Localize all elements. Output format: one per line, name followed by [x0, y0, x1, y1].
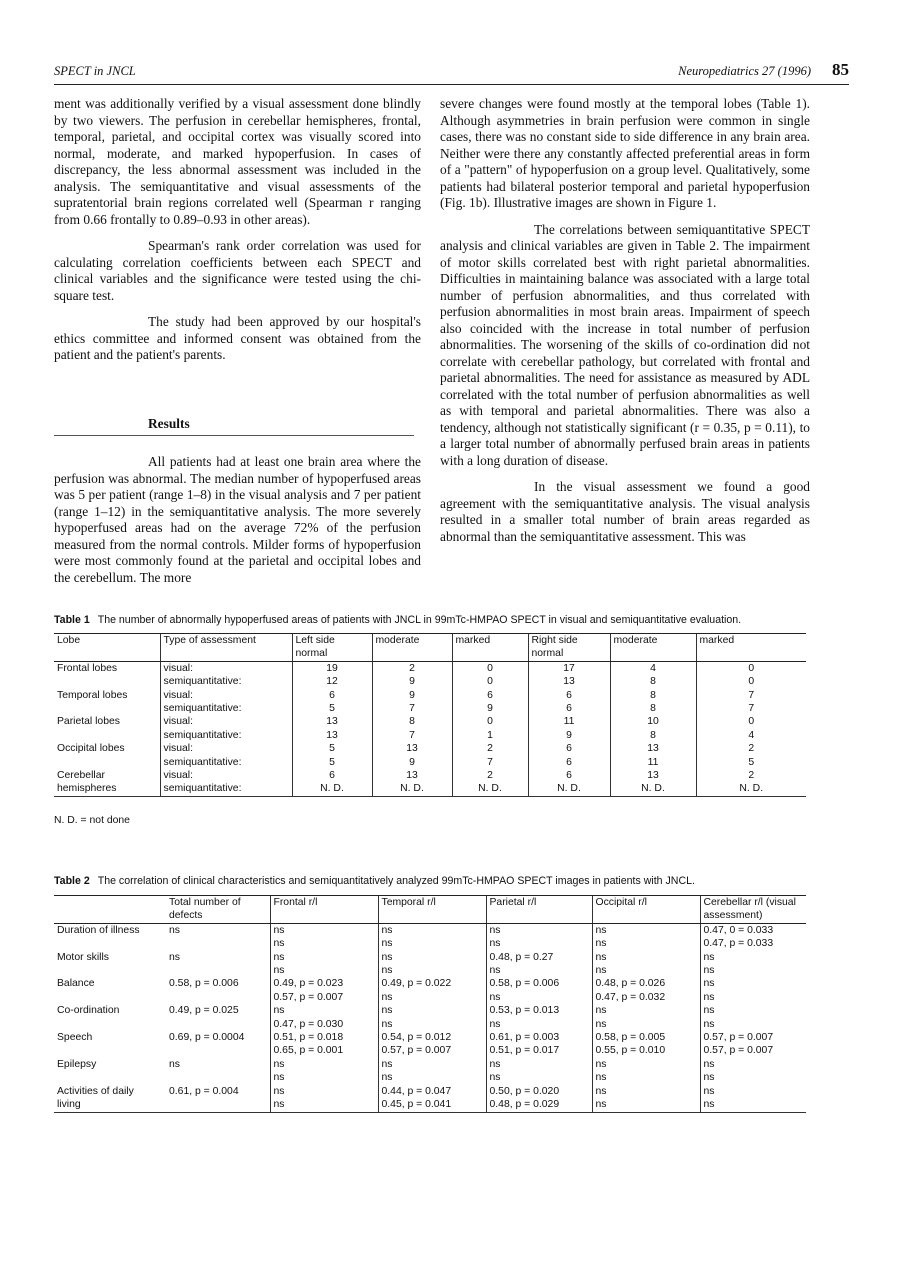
table2-cell: ns	[700, 1098, 806, 1112]
table1-cell: 8	[610, 675, 696, 688]
table2-row	[54, 1004, 806, 1017]
table1-cell: Cerebellar	[57, 770, 105, 782]
table2-cell: ns	[592, 1085, 700, 1098]
table1-cell: 0	[696, 661, 806, 675]
table1-cell: 2	[696, 769, 806, 782]
table2-cell	[166, 964, 270, 977]
table1-header-cell: Type of assessment	[160, 634, 292, 662]
table1-cell: 9	[372, 675, 452, 688]
table2-cell: ns	[700, 991, 806, 1004]
table1-cell: N. D.	[696, 782, 806, 796]
table2-cell: 0.44, p = 0.047	[378, 1085, 486, 1098]
table2-cell: ns	[486, 1058, 592, 1071]
table2-cell: 0.49, p = 0.022	[378, 977, 486, 990]
table2-cell: ns	[700, 1004, 806, 1017]
table1-cell: 6	[528, 769, 610, 782]
table2-row	[54, 923, 806, 937]
table1-cell: semiquantitative:	[160, 702, 292, 715]
table2-cell: ns	[592, 964, 700, 977]
table1-cell: 6	[528, 742, 610, 755]
table1-cell: 0	[696, 715, 806, 728]
table1-cell: 13	[372, 742, 452, 755]
table1-cell: 4	[610, 661, 696, 675]
table2-header-cell: Parietal r/l	[486, 896, 592, 924]
paragraph: severe changes were found mostly at the temporal lobes (Table 1). Although asymmetries in brain perfusion were common in single cases, there was no constant side to side difference in any brain area. Neither were there any constantly affected preferential areas in form of a "pattern" of hypoperfusion on a group level. Qualitatively, some patients had bilateral posterior temporal and parietal hypoperfusion (Fig. 1b). Illustrative images are shown in Figure 1.	[440, 96, 810, 210]
table2-cell: 0.51, p = 0.018	[270, 1031, 378, 1044]
table1-cell: 5	[292, 702, 372, 715]
table2-cell: ns	[592, 1058, 700, 1071]
table1-header-cell: marked	[452, 634, 528, 662]
table2-cell: 0.69, p = 0.0004	[169, 1032, 245, 1044]
table1-cell: 17	[528, 661, 610, 675]
table1-cell: Parietal lobes	[57, 716, 120, 728]
table2-cell: 0.57, p = 0.007	[700, 1044, 806, 1057]
table2-cell: ns	[486, 937, 592, 950]
table2-cell: 0.61, p = 0.003	[486, 1031, 592, 1044]
table2-cell: ns	[700, 977, 806, 990]
right-column	[440, 96, 810, 545]
table1-cell: 0	[452, 675, 528, 688]
table2-cell: 0.47, p = 0.032	[592, 991, 700, 1004]
table2-cell: ns	[270, 1058, 378, 1071]
table2-cell: ns	[169, 924, 180, 936]
table1-cell: hemispheres	[54, 782, 160, 796]
table2-cell: ns	[592, 1071, 700, 1084]
table2-cell: 0.48, p = 0.27	[486, 951, 592, 964]
table1-cell: 9	[372, 756, 452, 769]
table1-cell: 13	[528, 675, 610, 688]
table2-cell: ns	[592, 1004, 700, 1017]
table2-header-cell: Total number of defects	[166, 896, 270, 924]
table1-cell: semiquantitative:	[160, 782, 292, 796]
table1-cell: visual:	[160, 661, 292, 675]
table2-cell: ns	[270, 1004, 378, 1017]
table2-cell	[166, 1098, 270, 1112]
table2-cell: ns	[169, 1058, 180, 1070]
table1-cell: visual:	[160, 769, 292, 782]
table2-row	[54, 951, 806, 964]
table1-header-cell: moderate	[372, 634, 452, 662]
section-heading-results: Results	[54, 416, 414, 437]
table1-cell: visual:	[160, 742, 292, 755]
table2-header-cell: Temporal r/l	[378, 896, 486, 924]
table2-cell: ns	[270, 1085, 378, 1098]
table2-cell: Duration of illness	[57, 924, 140, 936]
table1-caption	[54, 614, 741, 626]
table1-cell: Occipital lobes	[57, 743, 125, 755]
table2-cell: 0.58, p = 0.005	[592, 1031, 700, 1044]
table2-cell: 0.58, p = 0.006	[169, 978, 239, 990]
table1-cell: semiquantitative:	[160, 729, 292, 742]
table2-cell: ns	[378, 937, 486, 950]
table1-cell: N. D.	[372, 782, 452, 796]
table2-cell: 0.54, p = 0.012	[378, 1031, 486, 1044]
table2-cell: living	[54, 1098, 166, 1112]
left-column	[54, 96, 421, 586]
table2-cell: ns	[486, 991, 592, 1004]
table1-cell: 8	[372, 715, 452, 728]
table2-cell: 0.50, p = 0.020	[486, 1085, 592, 1098]
table1-cell: Frontal lobes	[57, 662, 118, 674]
table1-row	[54, 675, 806, 688]
table2-row	[54, 1098, 806, 1112]
table1-header-cell: moderate	[610, 634, 696, 662]
table2-cell: ns	[270, 964, 378, 977]
table1-header-cell: Lobe	[54, 634, 160, 662]
table2-cell: ns	[378, 1071, 486, 1084]
table1-cell: N. D.	[528, 782, 610, 796]
table2-row	[54, 1044, 806, 1057]
table1-cell: 7	[696, 702, 806, 715]
table1-cell: semiquantitative:	[160, 675, 292, 688]
table1-cell: 6	[452, 689, 528, 702]
table2-cell: 0.49, p = 0.025	[169, 1005, 239, 1017]
table2-cell	[54, 964, 166, 977]
table2-cell: Balance	[57, 978, 95, 990]
table2-cell: ns	[592, 923, 700, 937]
table2-label: Table 2	[54, 875, 90, 887]
table2-header-cell: Cerebellar r/l (visual assessment)	[700, 896, 806, 924]
table1-cell: 2	[372, 661, 452, 675]
table1-cell: 13	[292, 729, 372, 742]
table1-cell: N. D.	[452, 782, 528, 796]
table2-cell: ns	[270, 951, 378, 964]
table1-cell: 9	[528, 729, 610, 742]
table1-cell: 6	[528, 689, 610, 702]
table2-cell: ns	[592, 1018, 700, 1031]
table2-cell	[54, 1044, 166, 1057]
table1-cell: 0	[452, 661, 528, 675]
table1-row	[54, 769, 806, 782]
table2-cell: 0.49, p = 0.023	[270, 977, 378, 990]
table2-caption	[54, 875, 695, 887]
table2-cell: 0.51, p = 0.017	[486, 1044, 592, 1057]
table1-cell: 0	[696, 675, 806, 688]
table1-cell: 13	[610, 742, 696, 755]
table2-cell: ns	[700, 964, 806, 977]
table2-cell	[166, 991, 270, 1004]
table2-cell: ns	[270, 1071, 378, 1084]
table2-cell: ns	[700, 1085, 806, 1098]
table1	[54, 633, 806, 797]
paragraph: In the visual assessment we found a good agreement with the semiquantitative analysis. The visual analysis resulted in a smaller total number of brain areas regarded as abnormal than the semiquantitative assessment. This was	[440, 479, 810, 544]
table1-cell: 13	[372, 769, 452, 782]
table1-cell: semiquantitative:	[160, 756, 292, 769]
journal-citation: Neuropediatrics 27 (1996)	[678, 64, 811, 78]
table1-cell: visual:	[160, 715, 292, 728]
table2-cell: 0.48, p = 0.029	[486, 1098, 592, 1112]
table2-cell: 0.58, p = 0.006	[486, 977, 592, 990]
table2-cell: Activities of daily	[57, 1085, 134, 1097]
table2-header-cell: Frontal r/l	[270, 896, 378, 924]
table1-row	[54, 742, 806, 755]
table1-cell	[54, 702, 160, 715]
table2-cell	[166, 1044, 270, 1057]
table1-row	[54, 689, 806, 702]
table1-cell: 1	[452, 729, 528, 742]
table2-cell	[54, 937, 166, 950]
table1-cell: 13	[610, 769, 696, 782]
table2-cell: ns	[378, 1004, 486, 1017]
table2-cell: ns	[700, 1071, 806, 1084]
table2-cell: ns	[169, 951, 180, 963]
table2-cell: Co-ordination	[57, 1005, 120, 1017]
table2-cell: ns	[270, 937, 378, 950]
table2-row	[54, 991, 806, 1004]
table1-cell: 19	[292, 661, 372, 675]
table2-cell	[54, 1071, 166, 1084]
paragraph: Spearman's rank order correlation was used for calculating correlation coefficients between each SPECT and clinical variables and the significance were tested using the chi-square test.	[54, 238, 421, 303]
table1-cell: 8	[610, 689, 696, 702]
table2-cell	[54, 991, 166, 1004]
table2-cell: 0.47, p = 0.030	[270, 1018, 378, 1031]
table2-cell: 0.47, p = 0.033	[700, 937, 806, 950]
table1-cell: 7	[452, 756, 528, 769]
table2-cell: ns	[378, 923, 486, 937]
table2-row	[54, 937, 806, 950]
table2-cell	[166, 937, 270, 950]
table1-row	[54, 715, 806, 728]
table2-cell	[54, 1018, 166, 1031]
running-title: SPECT in JNCL	[54, 64, 136, 78]
paragraph: The study had been approved by our hospital's ethics committee and informed consent was obtained from the patient and the patient's parents.	[54, 314, 421, 362]
paragraph: All patients had at least one brain area where the perfusion was abnormal. The median number of hypoperfused areas was 5 per patient (range 1–8) in the visual analysis and 7 per patient (range 1–12) in the semiquantitative analysis. The more severely hypoperfused areas had on the average 72% of the perfusion measured from the normal controls. Milder forms of hypoperfusion were most commonly found at the parietal and occipital lobes and the cerebellum. The more	[54, 454, 421, 585]
table1-footnote: N. D. = not done	[54, 815, 130, 826]
table1-cell: 13	[292, 715, 372, 728]
table1-row	[54, 661, 806, 675]
table2-row	[54, 1018, 806, 1031]
table1-header-cell: marked	[696, 634, 806, 662]
table2-cell: ns	[700, 951, 806, 964]
table1-cell: 12	[292, 675, 372, 688]
table2-row	[54, 1085, 806, 1098]
paragraph: ment was additionally verified by a visual assessment done blindly by two viewers. The perfusion in cerebellar hemispheres, frontal, temporal, parietal, and occipital cortex was visually scored into normal, moderate, and marked hypoperfusion. In cases of discrepancy, the less abnormal assessment was included in the analysis. The semiquantitative and visual assessments of the supratentorial brain regions correlated well (Spearman r ranging from 0.66 frontally to 0.89–0.93 in other areas).	[54, 96, 421, 227]
table2	[54, 895, 806, 1113]
table1-cell	[54, 729, 160, 742]
table2-header-cell	[54, 896, 166, 924]
table2-cell	[166, 1071, 270, 1084]
table1-cell: 5	[696, 756, 806, 769]
table2-cell: ns	[592, 951, 700, 964]
table1-cell: 6	[528, 756, 610, 769]
table1-cell	[54, 675, 160, 688]
table1-cell: 7	[696, 689, 806, 702]
table1-cell: 11	[528, 715, 610, 728]
table2-cell: 0.57, p = 0.007	[270, 991, 378, 1004]
table2-row	[54, 1058, 806, 1071]
table2-cell: ns	[592, 1098, 700, 1112]
table2-cell: Motor skills	[57, 951, 109, 963]
table2-cell	[166, 1018, 270, 1031]
table2-cell: 0.47, 0 = 0.033	[700, 923, 806, 937]
table1-cell: 2	[452, 769, 528, 782]
table2-cell: ns	[378, 991, 486, 1004]
table2-cell: ns	[486, 1018, 592, 1031]
table1-cell: 8	[610, 729, 696, 742]
table1-cell: 6	[528, 702, 610, 715]
table2-cell: ns	[486, 964, 592, 977]
table1-cell: 10	[610, 715, 696, 728]
table2-row	[54, 977, 806, 990]
table1-cell: 8	[610, 702, 696, 715]
table2-row	[54, 1071, 806, 1084]
table1-cell: 7	[372, 729, 452, 742]
table2-header-cell: Occipital r/l	[592, 896, 700, 924]
table1-row	[54, 782, 806, 796]
table2-cell: ns	[378, 964, 486, 977]
table2-cell: ns	[700, 1018, 806, 1031]
table2-row	[54, 964, 806, 977]
table1-cell: N. D.	[610, 782, 696, 796]
table2-row	[54, 1031, 806, 1044]
table2-cell: ns	[270, 923, 378, 937]
table2-cell: ns	[378, 1018, 486, 1031]
page-number: 85	[832, 60, 849, 79]
table1-cell: 6	[292, 769, 372, 782]
table1-cell: 9	[372, 689, 452, 702]
table1-cell: 11	[610, 756, 696, 769]
table2-cell: ns	[378, 1058, 486, 1071]
table2-cell: 0.53, p = 0.013	[486, 1004, 592, 1017]
table1-cell: N. D.	[292, 782, 372, 796]
table2-cell: 0.61, p = 0.004	[169, 1085, 239, 1097]
table2-caption-text: The correlation of clinical characteristics and semiquantitatively analyzed 99mTc-HMPAO SPECT images in patients with JNCL.	[97, 875, 695, 887]
table1-row	[54, 702, 806, 715]
paragraph: The correlations between semiquantitative SPECT analysis and clinical variables are given in Table 2. The impairment of motor skills correlated best with right parietal abnormalities. Difficulties in maintaining balance was associated with a large total number of perfusion abnormalities, and thus correlated with perfusion abnormalities in most brain areas. Impairment of speech also coincided with the increase in total number of perfusion abnormalities. The worsening of the skills of co-ordination did not correlate with cerebellar pathology, but correlated with frontal and parietal abnormalities. The need for assistance as measured by ADL correlated with the total number of perfusion abnormalities as well as with temporal and parietal abnormalities. There was also a tendency, although not statistically significant (r = 0.35, p = 0.11), to a larger total number of abnormally perfused brain areas in patients with a long duration of disease.	[440, 221, 810, 468]
running-header	[54, 62, 849, 85]
table2-cell: 0.55, p = 0.010	[592, 1044, 700, 1057]
table1-caption-text: The number of abnormally hypoperfused areas of patients with JNCL in 99mTc-HMPAO SPECT in visual and semiquantitative evaluation.	[97, 614, 742, 626]
table1-header-cell: Right side normal	[528, 634, 610, 662]
table2-cell: ns	[378, 951, 486, 964]
table2-cell: 0.65, p = 0.001	[270, 1044, 378, 1057]
table1-row	[54, 756, 806, 769]
table2-cell: ns	[270, 1098, 378, 1112]
table2-cell: 0.45, p = 0.041	[378, 1098, 486, 1112]
table1-cell	[54, 756, 160, 769]
table1-cell: Temporal lobes	[57, 689, 128, 701]
table1-cell: visual:	[160, 689, 292, 702]
table2-cell: ns	[700, 1058, 806, 1071]
table2-cell: 0.57, p = 0.007	[378, 1044, 486, 1057]
table1-cell: 5	[292, 742, 372, 755]
table2-cell: ns	[486, 923, 592, 937]
table1-label: Table 1	[54, 614, 90, 626]
table2-cell: ns	[486, 1071, 592, 1084]
table1-cell: 9	[452, 702, 528, 715]
table1-row	[54, 729, 806, 742]
table1-cell: 7	[372, 702, 452, 715]
table1-cell: 5	[292, 756, 372, 769]
table1-header-cell: Left side normal	[292, 634, 372, 662]
table1-cell: 0	[452, 715, 528, 728]
table2-cell: 0.48, p = 0.026	[592, 977, 700, 990]
table2-cell: Speech	[57, 1032, 93, 1044]
table1-cell: 4	[696, 729, 806, 742]
table1-cell: 2	[696, 742, 806, 755]
table2-cell: ns	[592, 937, 700, 950]
table1-cell: 6	[292, 689, 372, 702]
table2-cell: 0.57, p = 0.007	[700, 1031, 806, 1044]
table2-cell: Epilepsy	[57, 1058, 97, 1070]
table1-cell: 2	[452, 742, 528, 755]
